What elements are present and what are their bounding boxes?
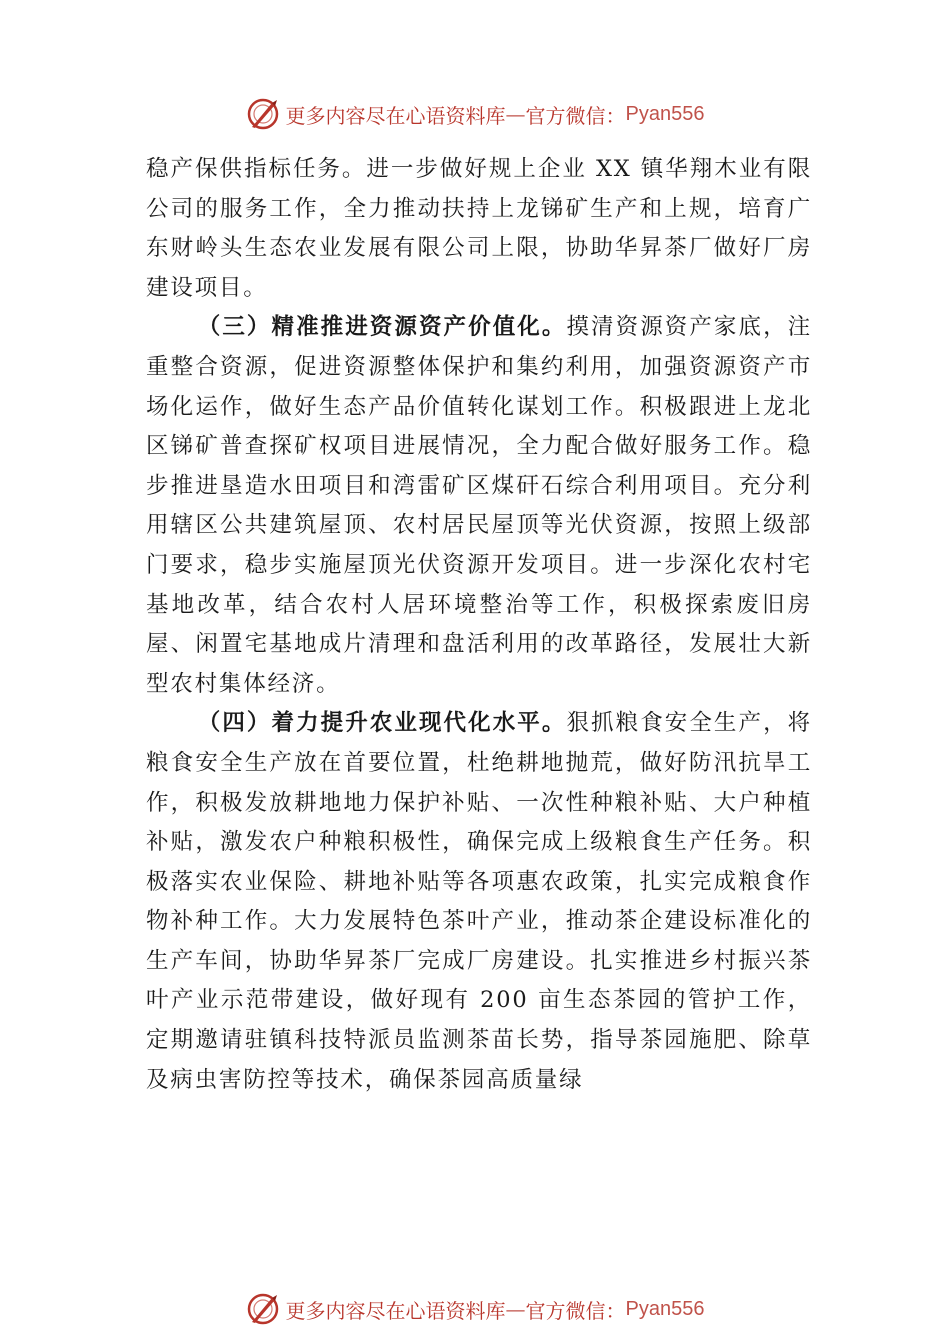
banner-wechat-id: Pyan556 (625, 1297, 705, 1320)
footer-banner (0, 1289, 950, 1329)
quill-logo-icon (246, 97, 280, 131)
paragraph-2 (146, 308, 812, 704)
banner-wechat-label: 官方微信： (525, 103, 626, 128)
paragraph-3-text: 狠抓粮食安全生产，将粮食安全生产放在首要位置，杜绝耕地抛荒，做好防汛抗旱工作，积极发放耕地地力保护补贴、一次性种粮补贴、大户种植补贴，激发农户种粮积极性，确保完成上级粮食生产任务。积极落实农业保险、耕地补贴等各项惠农政策，扎实完成粮食作物补种工作。大力发展特色茶叶产业，推动茶企建设标准化的生产车间，协助华昇茶厂完成厂房建设。扎实推进乡村振兴茶叶产业示范带建设，做好现有 200 亩生态茶园的管护工作，定期邀请驻镇科技特派员监测茶苗长势，指导茶园施肥、除草及病虫害防控等技术，确保茶园高质量绿 (146, 710, 812, 1093)
header-banner (0, 94, 950, 134)
paragraph-2-text: 摸清资源资产家底，注重整合资源，促进资源整体保护和集约利用，加强资源资产市场化运作，做好生态产品价值转化谋划工作。积极跟进上龙北区锑矿普查探矿权项目进展情况，全力配合做好服务工作。稳步推进垦造水田项目和湾雷矿区煤矸石综合利用项目。充分利用辖区公共建筑屋顶、农村居民屋顶等光伏资源，按照上级部门要求，稳步实施屋顶光伏资源开发项目。进一步深化农村宅基地改革，结合农村人居环境整治等工作，积极探索废旧房屋、闲置宅基地成片清理和盘活利用的改革路径，发展壮大新型农村集体经济。 (146, 314, 812, 697)
banner-site-text: 更多内容尽在心语资料库 (285, 1298, 506, 1323)
banner-wechat-id: Pyan556 (625, 102, 705, 125)
banner-separator: — (505, 102, 526, 126)
banner-site-text: 更多内容尽在心语资料库 (285, 103, 506, 128)
banner-wechat-label: 官方微信： (525, 1298, 626, 1323)
quill-logo-icon (246, 1292, 280, 1326)
paragraph-1 (146, 150, 812, 308)
banner-separator: — (505, 1297, 526, 1321)
section-heading-3: （三）精准推进资源资产价值化。 (197, 314, 567, 341)
section-heading-4: （四）着力提升农业现代化水平。 (197, 710, 567, 737)
paragraph-3 (146, 704, 812, 1100)
document-body (146, 150, 812, 1100)
paragraph-1-text: 稳产保供指标任务。进一步做好规上企业 XX 镇华翔木业有限公司的服务工作，全力推动扶持上龙锑矿生产和上规，培育广东财岭头生态农业发展有限公司上限，协助华昇茶厂做好厂房建设项目。 (146, 156, 812, 301)
